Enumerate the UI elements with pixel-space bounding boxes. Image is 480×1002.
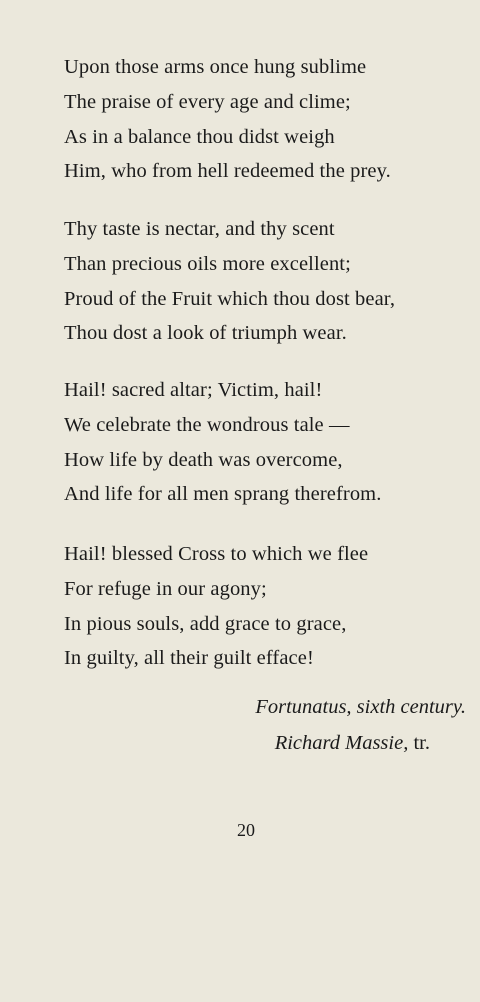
poem-line: Thou dost a look of triumph wear. bbox=[64, 322, 347, 345]
stanza bbox=[64, 373, 464, 512]
poem-line: As in a balance thou didst weigh bbox=[64, 125, 335, 148]
poem-line: Upon those arms once hung sublime bbox=[64, 56, 367, 78]
attribution-author: Fortunatus, sixth century. bbox=[255, 696, 466, 718]
poem-line: The praise of every age and clime; bbox=[64, 90, 351, 113]
poem-line: Proud of the Fruit which thou dost bear, bbox=[64, 287, 396, 310]
poem-line: Hail! blessed Cross to which we flee bbox=[64, 543, 369, 565]
poem-line: For refuge in our agony; bbox=[64, 577, 267, 600]
attribution-translator bbox=[275, 726, 430, 760]
poem-line: We celebrate the wondrous tale — bbox=[64, 413, 350, 436]
translator-name: Richard Massie, bbox=[274, 732, 409, 754]
stanza bbox=[64, 537, 464, 676]
poem-line: Thy taste is nectar, and thy scent bbox=[64, 218, 335, 240]
poem-line: Than precious oils more excellent; bbox=[64, 252, 351, 275]
translator-suffix: tr. bbox=[408, 732, 430, 754]
poem-line: How life by death was overcome, bbox=[64, 448, 343, 471]
stanza bbox=[64, 212, 464, 351]
page-number: 20 bbox=[237, 820, 255, 840]
poem-line: Him, who from hell redeemed the prey. bbox=[64, 160, 391, 183]
poem-line: Hail! sacred altar; Victim, hail! bbox=[64, 379, 323, 401]
poem-line: And life for all men sprang therefrom. bbox=[64, 483, 382, 506]
poem-line: In pious souls, add grace to grace, bbox=[64, 612, 347, 635]
poem-line: In guilty, all their guilt efface! bbox=[64, 647, 314, 670]
stanza bbox=[64, 50, 464, 189]
